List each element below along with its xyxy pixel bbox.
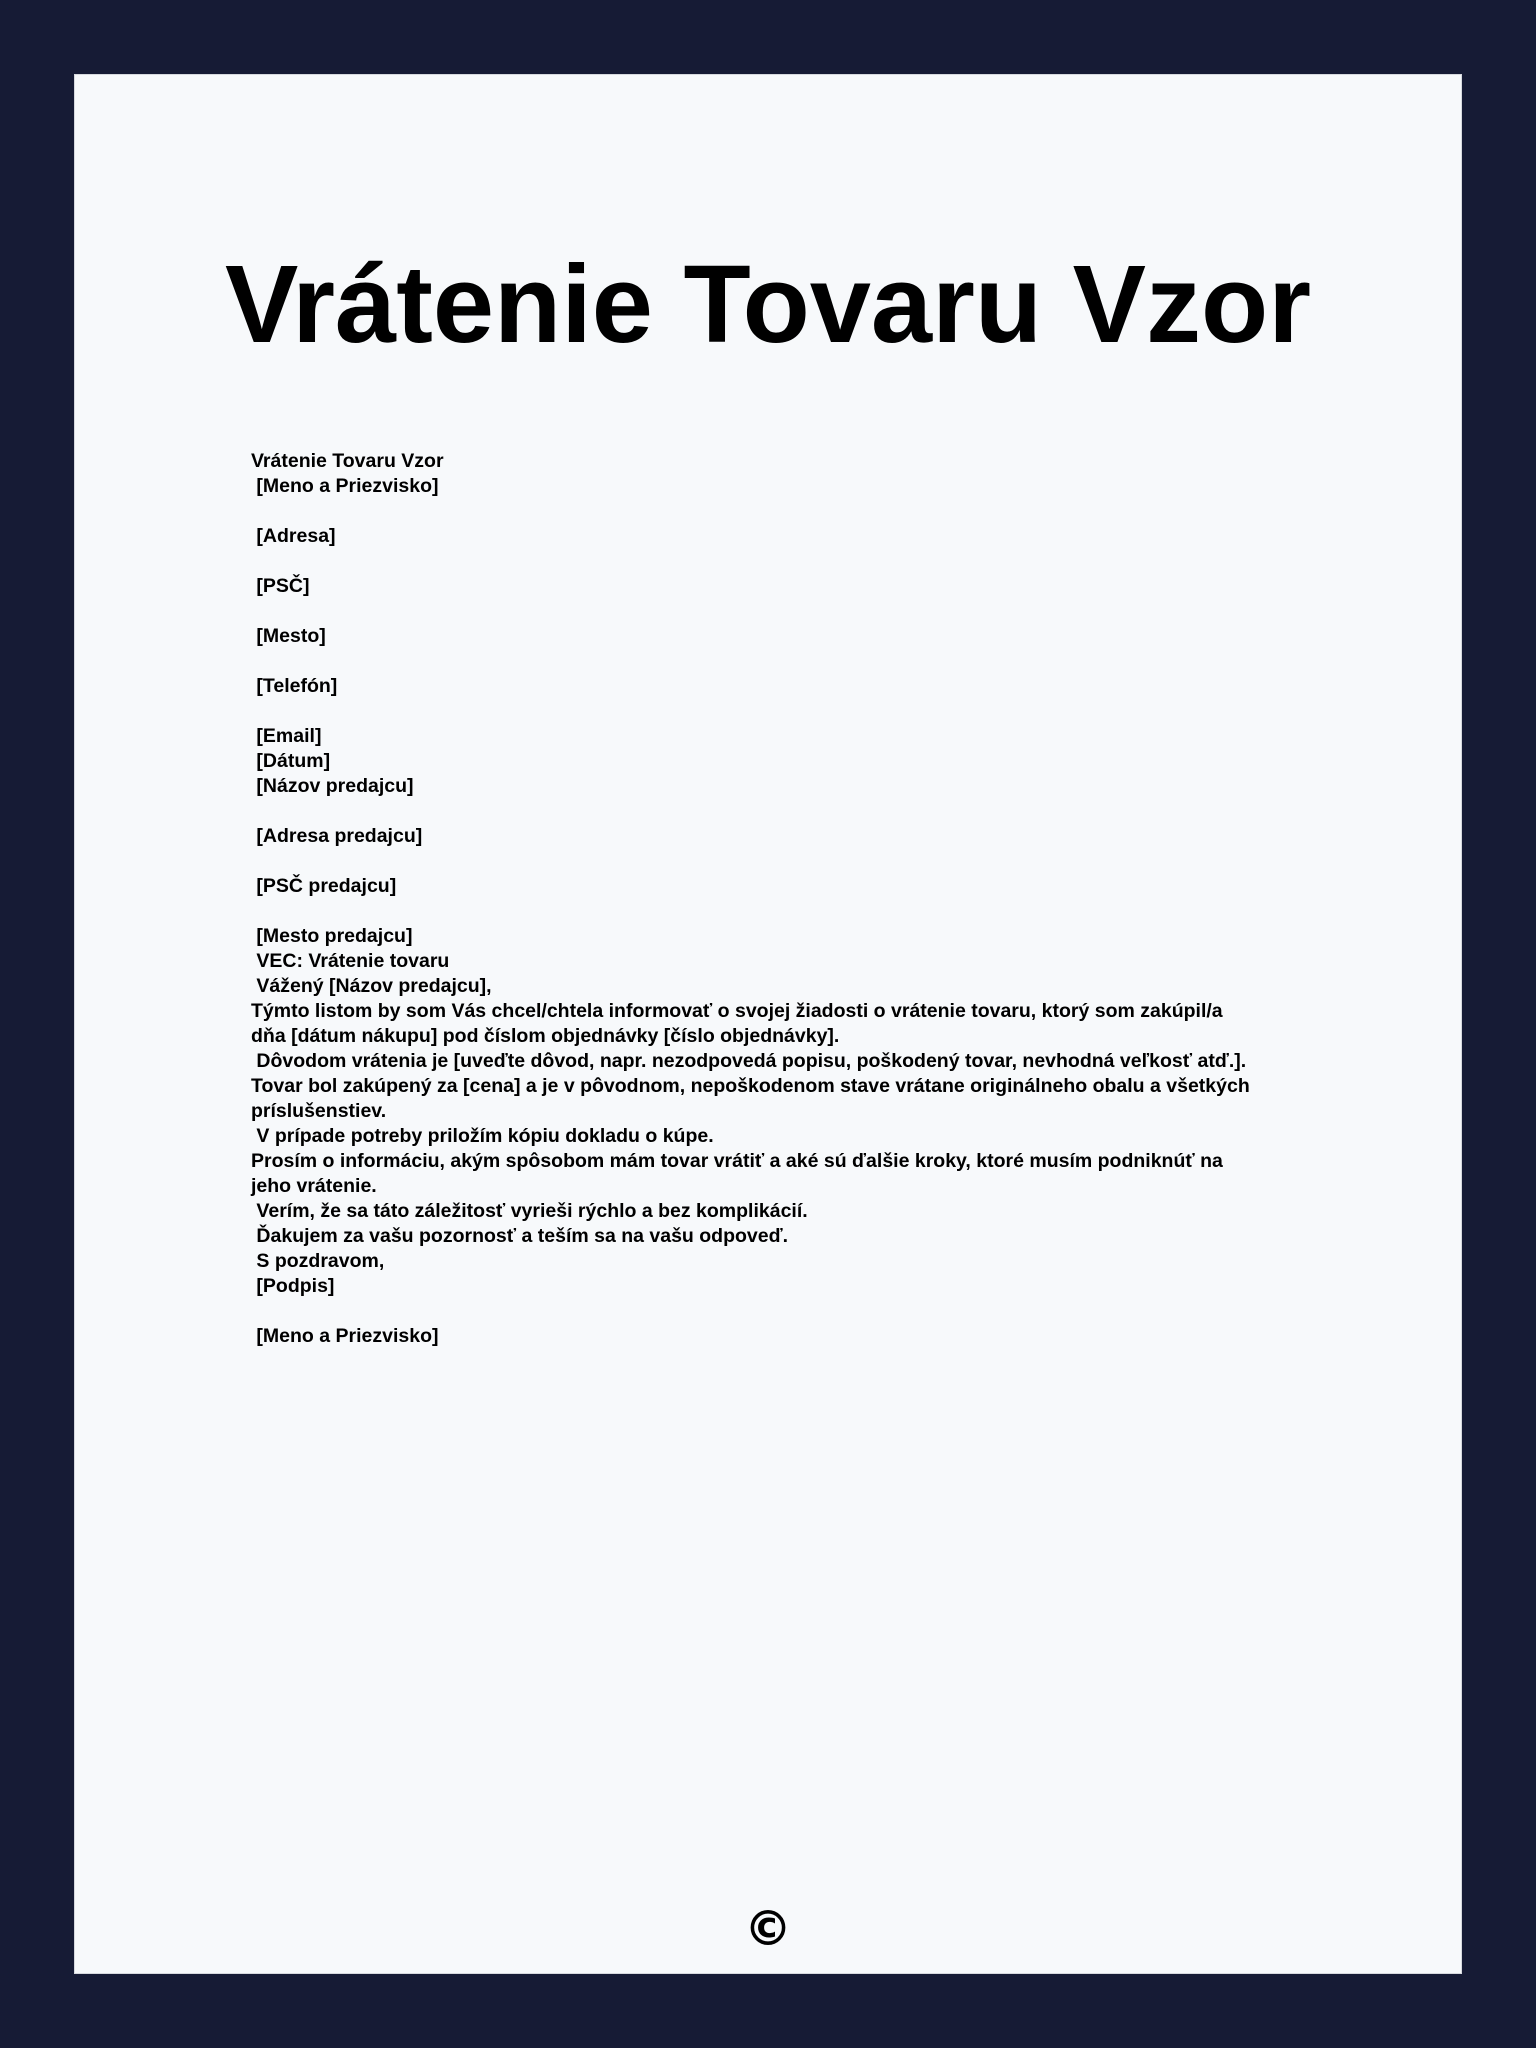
letter-line — [251, 849, 1311, 874]
letter-line: [Podpis] — [251, 1275, 335, 1297]
letter-line: Dôvodom vrátenia je [uveďte dôvod, napr. nezodpovedá popisu, poškodený tovar, nevhodná veľkosť atď.]. — [251, 1050, 1247, 1072]
letter-line — [251, 1299, 1311, 1324]
letter-line: Tovar bol zakúpený za [cena] a je v pôvodnom, nepoškodenom stave vrátane originálneho obalu a všetkých — [251, 1075, 1250, 1097]
letter-line — [251, 799, 1311, 824]
letter-line: [Email] — [251, 725, 322, 747]
letter-line: [Dátum] — [251, 750, 331, 772]
letter-line: [Adresa] — [251, 525, 336, 547]
letter-line: [Meno a Priezvisko] — [251, 475, 439, 497]
letter-line — [251, 699, 1311, 724]
letter-line: S pozdravom, — [251, 1250, 385, 1272]
letter-line: Vrátenie Tovaru Vzor — [251, 450, 444, 472]
letter-line: Vážený [Názov predajcu], — [251, 975, 492, 997]
letter-line: V prípade potreby priložím kópiu dokladu o kúpe. — [251, 1125, 714, 1147]
letter-line: [Názov predajcu] — [251, 775, 414, 797]
letter-body — [251, 449, 1311, 1349]
letter-line: Verím, že sa táto záležitosť vyrieši rýchlo a bez komplikácií. — [251, 1200, 808, 1222]
letter-line: [Mesto] — [251, 625, 326, 647]
letter-line: [PSČ] — [251, 575, 310, 597]
letter-line — [251, 899, 1311, 924]
letter-line: [Adresa predajcu] — [251, 825, 423, 847]
letter-line: VEC: Vrátenie tovaru — [251, 950, 450, 972]
letter-line: Ďakujem za vašu pozornosť a teším sa na vašu odpoveď. — [251, 1225, 789, 1247]
letter-line: [Mesto predajcu] — [251, 925, 413, 947]
letter-line: Prosím o informáciu, akým spôsobom mám tovar vrátiť a aké sú ďalšie kroky, ktoré musím podniknúť na — [251, 1150, 1223, 1172]
letter-line: jeho vrátenie. — [251, 1175, 377, 1197]
letter-line: [PSČ predajcu] — [251, 875, 397, 897]
letter-line: dňa [dátum nákupu] pod číslom objednávky [číslo objednávky]. — [251, 1025, 840, 1047]
letter-line — [251, 599, 1311, 624]
letter-line — [251, 499, 1311, 524]
letter-line: príslušenstiev. — [251, 1100, 387, 1122]
letter-line: [Meno a Priezvisko] — [251, 1325, 439, 1347]
copyright-symbol: © — [744, 1901, 792, 1957]
letter-line — [251, 649, 1311, 674]
document-title: Vrátenie Tovaru Vzor — [224, 243, 1312, 366]
letter-line: Týmto listom by som Vás chcel/chtela informovať o svojej žiadosti o vrátenie tovaru, ktorý som zakúpil/a — [251, 1000, 1223, 1022]
letter-line: [Telefón] — [251, 675, 338, 697]
letter-line — [251, 549, 1311, 574]
document-page — [74, 74, 1462, 1974]
